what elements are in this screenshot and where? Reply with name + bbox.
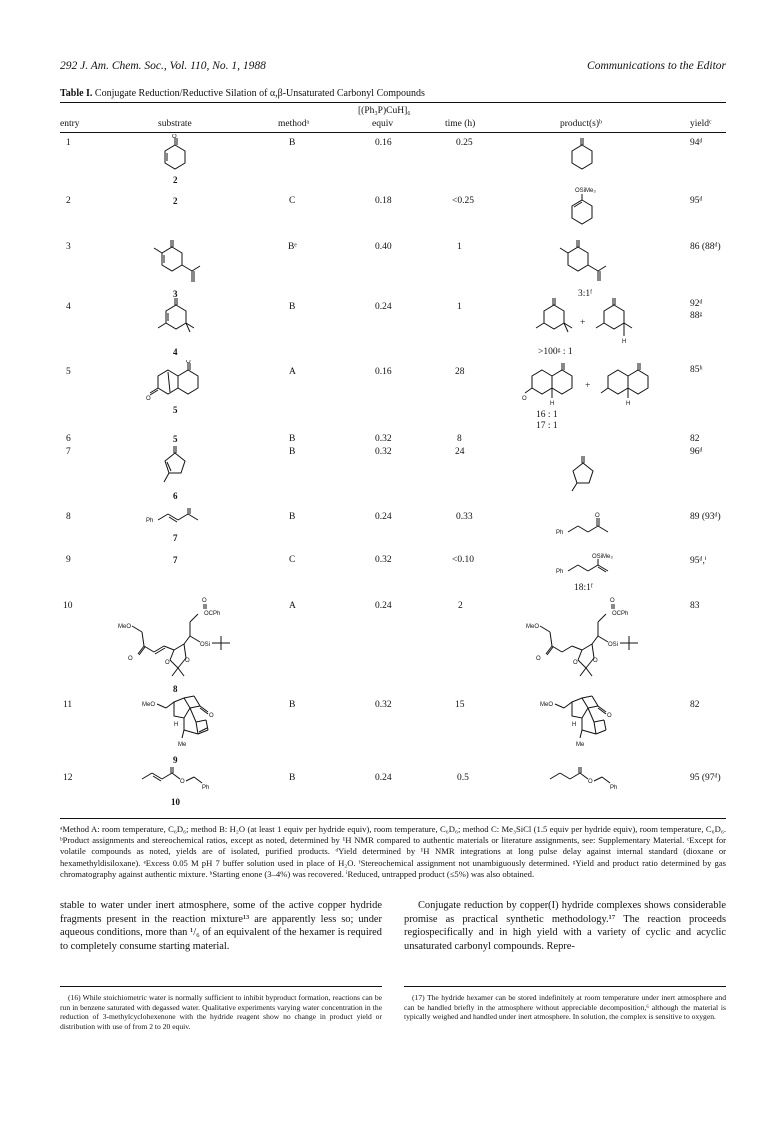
product-ratio-9: 18:1ᶠ [574,583,593,593]
col-products: product(s)ᵇ [560,119,602,129]
substrate-structure-methylcyclopentenone [158,444,192,488]
col-time: time (h) [445,119,476,129]
entry-6: 6 [66,434,71,444]
svg-text:H: H [550,401,555,407]
svg-text:Ph: Ph [556,530,564,536]
yield-4b: 88ᵍ [690,311,703,321]
yield-11: 82 [690,700,700,710]
equiv-5: 0.16 [375,367,392,377]
table-footnotes: ᵃMethod A: room temperature, C₆D₆; method B: H₂O (at least 1 equiv per hydride equiv), room temperature, C₆D₆; method C: Me₃SiCl (1.5 equiv per hydride equiv), room temperature, C₆D₆. ᵇProduct assignments and stereochemical ratios, except as noted, determined by ¹H NMR compared to authentic materials or literature assignments, see: Supplementary Material. ᶜExcept for volatile compounds as noted, yields are of isolated, purified products. ᵈYield determined by ¹H NMR integrations at long pulse delay against internal standard (dioxane or hexamethyldisiloxane). ᵉExcess 0.05 M pH 7 buffer solution used in place of H₂O. ᶠStereochemical assignment not unambiguously determined. ᵍYield and product ratio determined by gas chromatography against authentic mixture. ʰStarting enone (3–4%) was recovered. ⁱReduced, untrapped product (≤5%) was also obtained. [60,824,726,879]
equiv-3: 0.40 [375,242,392,252]
method-10: A [289,601,296,611]
time-11: 15 [455,700,465,710]
col-equiv: equiv [372,119,394,129]
plus-sign-4: + [580,318,586,328]
table-top-rule [60,102,726,103]
table-header-rule [60,132,726,133]
compound-label-8: 8 [173,684,178,694]
svg-text:O: O [165,660,170,666]
body-text-left: stable to water under inert atmosphere, some of the active copper hydride fragments present in the reaction mixture¹³ are apparently less so; under aqueous conditions, more than ¹/₆ of an equivalent of the hexamer is required to completely consume starting material. [60,900,382,952]
method-12: B [289,773,296,783]
svg-text:O: O [610,598,615,604]
plus-sign-5: + [585,381,591,391]
entry-2: 2 [66,196,71,206]
svg-text:MeO: MeO [118,624,132,630]
method-2: C [289,196,296,206]
compound-label-7: 7 [173,533,178,543]
method-8: B [289,512,296,522]
product-structure-polyfunctional-ketone [526,596,650,682]
svg-text:O: O [573,660,578,666]
entry-10: 10 [63,601,73,611]
time-7: 24 [455,447,465,457]
svg-text:OSiMe₃: OSiMe₃ [575,188,596,194]
yield-1: 94ᵈ [690,138,703,148]
entry-7: 7 [66,447,71,457]
svg-text:O: O [172,134,177,140]
equiv-6: 0.32 [375,434,392,444]
entry-9: 9 [66,555,71,565]
svg-text:O: O [202,598,207,604]
time-10: 2 [458,601,463,611]
svg-text:O: O [595,513,600,519]
col-substrate: substrate [158,119,192,129]
compound-label-5: 5 [173,405,178,415]
yield-7: 96ᵈ [690,447,703,457]
product-structure-tricyclic-ketone [540,690,624,750]
equiv-11: 0.32 [375,700,392,710]
svg-text:OCPh: OCPh [612,611,629,617]
svg-text:MeO: MeO [526,624,540,630]
compound-label-6: 6 [173,491,178,501]
svg-text:O: O [607,713,612,719]
svg-text:O: O [588,779,593,785]
product-structure-dihydrocarvone [558,238,610,284]
time-1: 0.25 [456,138,473,148]
svg-text:O: O [536,656,541,662]
substrate-ref-7: 7 [173,555,178,565]
product-structure-trans-decalone [522,360,582,410]
col-method: methodᵃ [278,119,310,129]
substrate-structure-benzyl-crotonate [140,765,220,793]
equiv-10: 0.24 [375,601,392,611]
method-4: B [289,302,296,312]
equiv-12: 0.24 [375,773,392,783]
reference-17: (17) The hydride hexamer can be stored indefinitely at room temperature under inert atmosphere and can be handled briefly in the atmosphere without appreciable decomposition,⁶ although the material is typically weighed and handled under inert atmosphere. In solution, the complex is sensitive to oxygen. [404,993,726,1022]
substrate-ref-5: 5 [173,434,178,444]
product-structure-trans-isomer [532,296,578,342]
svg-text:MeO: MeO [540,702,554,708]
substrate-ref-2: 2 [173,196,178,206]
method-11: B [289,700,296,710]
product-ratio-3: 3:1ᶠ [578,289,593,299]
svg-text:O: O [185,658,190,664]
equiv-8: 0.24 [375,512,392,522]
yield-4: 92ᵈ [690,299,703,309]
body-text-right: Conjugate reduction by copper(I) hydride complexes shows considerable promise as practical synthetic methodology.¹⁷ The reaction proceeds regiospecifically and in high yield with a variety of cyclic and acyclic unsaturated carbonyl compounds. Repre- [404,900,726,952]
method-1: B [289,138,296,148]
table-caption [60,88,720,99]
table-caption-label: Table I. [60,88,93,99]
time-12: 0.5 [457,773,469,783]
compound-label-4: 4 [173,347,178,357]
yield-3: 86 (88ᵈ) [690,242,721,252]
product-structure-cis-isomer [592,296,638,346]
yield-2: 95ᵈ [690,196,703,206]
svg-text:O: O [522,396,527,402]
entry-11: 11 [63,700,73,710]
svg-text:Me: Me [178,742,187,748]
svg-text:H: H [174,722,179,728]
product-structure-cis-decalone [598,360,658,410]
product-ratio-5a: 16 : 1 [536,410,558,420]
product-structure-silyl-enol-ether [565,186,605,226]
time-6: 8 [457,434,462,444]
yield-10: 83 [690,601,700,611]
svg-text:OSi: OSi [200,642,211,648]
time-3: 1 [457,242,462,252]
svg-text:H: H [626,401,631,407]
time-5: 28 [455,367,465,377]
compound-label-2: 2 [173,175,178,185]
svg-text:Me: Me [576,742,585,748]
equiv-2: 0.18 [375,196,392,206]
table-bottom-rule [60,818,726,819]
equiv-4: 0.24 [375,302,392,312]
svg-text:Ph: Ph [146,518,154,524]
yield-12: 95 (97ᵈ) [690,773,721,783]
method-6: B [289,434,296,444]
method-9: C [289,555,296,565]
col-equiv-top: [(Ph₃P)CuH]₆ [358,106,411,116]
product-structure-methylcyclopentanone [566,454,600,494]
svg-text:O: O [186,360,191,365]
compound-label-10: 10 [171,797,180,807]
running-header-left: 292 J. Am. Chem. Soc., Vol. 110, No. 1, 1988 [60,60,266,72]
svg-text:OSiMe₃: OSiMe₃ [592,554,613,560]
yield-8: 89 (93ᵈ) [690,512,721,522]
yield-6: 82 [690,434,700,444]
equiv-9: 0.32 [375,555,392,565]
col-entry: entry [60,119,80,129]
product-structure-benzyl-butyrate [548,765,628,793]
product-structure-cyclohexanone [565,136,599,174]
substrate-structure-cyclohexenone [158,134,192,174]
equiv-7: 0.32 [375,447,392,457]
table-caption-text: Conjugate Reduction/Reductive Silation of α,β-Unsaturated Carbonyl Compounds [94,88,425,99]
substrate-structure-benzalacetone [146,506,216,532]
svg-text:Ph: Ph [202,785,210,791]
svg-text:OCPh: OCPh [204,611,221,617]
method-7: B [289,447,296,457]
substrate-structure-carvone [150,238,206,286]
substrate-structure-tricyclic-enone [142,690,226,750]
method-3: Bᵉ [288,242,297,252]
entry-1: 1 [66,138,71,148]
svg-text:Ph: Ph [556,569,564,575]
substrate-structure-isophorone [152,296,204,344]
product-structure-silyl-enol-ether-acyclic [556,551,646,577]
reference-16: (16) While stoichiometric water is normally sufficient to inhibit byproduct formation, reactions can be run in benzene saturated with degassed water. Qualitative experiments varying water concentration in the reduction of 3-methylcyclohexenone with the hydride reagent show no change in product yield or distribution with use of from 2 to 20 equiv. [60,993,382,1031]
substrate-structure-polyfunctional-enone [118,596,242,682]
entry-12: 12 [63,773,73,783]
time-2: <0.25 [452,196,474,206]
compound-label-3: 3 [173,289,178,299]
ref-rule-left [60,986,382,987]
svg-text:O: O [128,656,133,662]
svg-text:Ph: Ph [610,785,618,791]
svg-text:H: H [622,339,627,345]
svg-text:MeO: MeO [142,702,156,708]
svg-text:O: O [209,713,214,719]
svg-text:O: O [593,658,598,664]
entry-4: 4 [66,302,71,312]
yield-9: 95ᵈ,ⁱ [690,556,707,566]
time-8: 0.33 [456,512,473,522]
equiv-1: 0.16 [375,138,392,148]
product-ratio-5b: 17 : 1 [536,421,558,431]
product-ratio-4: >100ᵍ : 1 [538,347,573,357]
method-5: A [289,367,296,377]
running-header-right: Communications to the Editor [587,60,726,72]
yield-5: 85ʰ [690,365,703,375]
time-4: 1 [457,302,462,312]
svg-text:OSi: OSi [608,642,619,648]
ref-rule-right [404,986,726,987]
entry-5: 5 [66,367,71,377]
product-structure-benzylacetone [556,510,626,540]
compound-label-9: 9 [173,755,178,765]
substrate-structure-octalone [146,360,212,408]
svg-text:H: H [572,722,577,728]
col-yield: yieldᶜ [690,119,712,129]
svg-text:O: O [180,779,185,785]
time-9: <0.10 [452,555,474,565]
entry-3: 3 [66,242,71,252]
svg-text:O: O [146,396,151,402]
entry-8: 8 [66,512,71,522]
